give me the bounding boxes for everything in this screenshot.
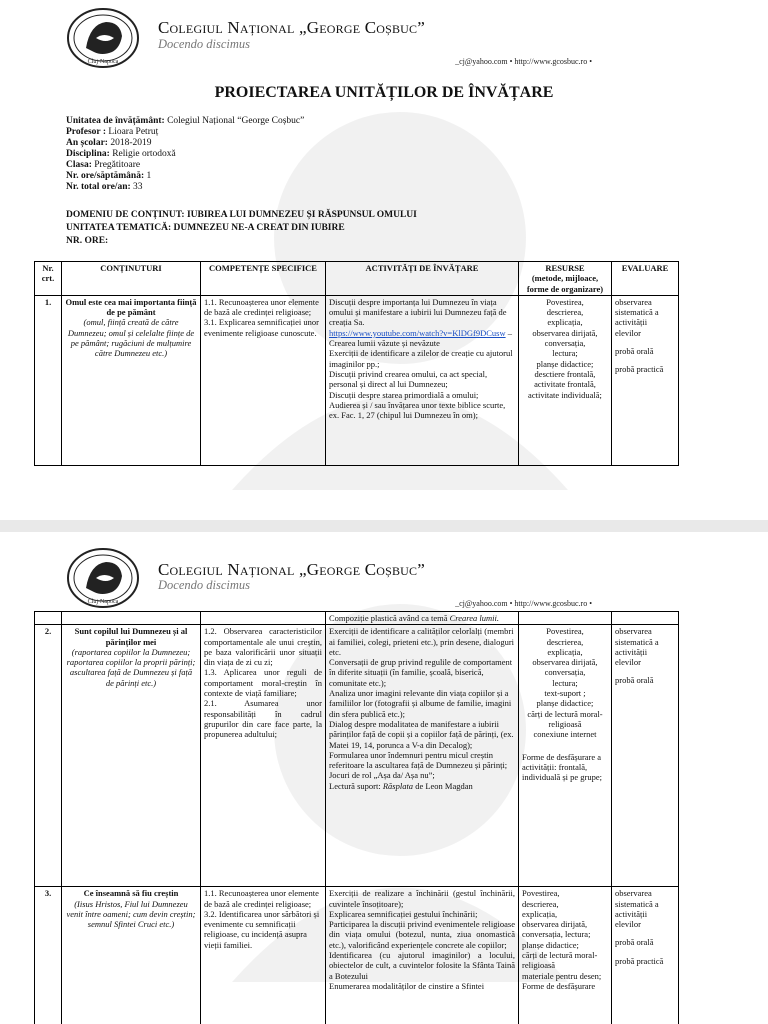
col-header-nr: Nr. crt. (35, 262, 62, 296)
hours-line: NR. ORE: (66, 236, 109, 246)
col-header-resources: RESURSE (metode, mijloace, forme de organizare) (519, 262, 612, 296)
table-row (35, 887, 679, 1024)
evaluation-cell: observarea sistematică a activității elevilor probă orală probă practică (612, 295, 679, 465)
competences-cell: 1.2. Observarea caracteristicilor comportamentale ale unui creștin, pe baza valorificării unor situații din viața de zi cu zi; 1.3. Aplicarea unor reguli de comportament moral-creștin în contexte de viață familiare; 2.1. Asumarea unor responsabilități în cadrul grupurilor din care face parte, la propunerea adultului; (201, 625, 326, 887)
col-header-activities: ACTIVITĂȚI DE ÎNVĂȚARE (326, 262, 519, 296)
col-header-evaluation: EVALUARE (612, 262, 679, 296)
svg-text:Cluj-Napoca: Cluj-Napoca (87, 599, 119, 605)
competences-cell: 1.1. Recunoașterea unor elemente de bază ale credinței religioase; 3.2. Identificarea unor sărbători și evenimente cu semnificații religioase, cu incidență asupra vieții familiei. (201, 887, 326, 1024)
resources-cell: Povestirea, descrierea, explicația, observarea dirijată, conversația, lectura; text-suport ; planșe didactice; cărți de lectură moral-religioasă conexiune internet Forme de desfășurare a activității: frontală, individuală și pe grupe; (519, 625, 612, 887)
planning-table (34, 261, 679, 466)
meta-block (66, 116, 304, 193)
table-row (35, 625, 679, 887)
row-number: 1. (35, 295, 62, 465)
row-number: 2. (35, 625, 62, 887)
meta-row: Nr. total ore/an: 33 (66, 182, 143, 192)
college-motto: Docendo discimus (158, 578, 250, 592)
contact-line: _cj@yahoo.com • http://www.gcosbuc.ro • (455, 57, 592, 66)
row-number: 3. (35, 887, 62, 1024)
page-title: PROIECTAREA UNITĂȚILOR DE ÎNVĂȚARE (214, 84, 554, 101)
college-motto: Docendo discimus (158, 37, 250, 51)
college-name: Colegiul Național „George Coșbuc” (158, 560, 425, 579)
content-cell: Sunt copilul lui Dumnezeu și al părinților mei (raportarea copiilor la Dumnezeu; raportarea copiilor la proprii părinți; ascultarea față de Dumnezeu și față de părinți etc.) (62, 625, 201, 887)
meta-row: Nr. ore/săptămână: 1 (66, 171, 152, 181)
col-header-competences: COMPETENȚE SPECIFICE (201, 262, 326, 296)
competences-cell: 1.1. Recunoașterea unor elemente de bază ale credinței religioase; 3.1. Explicarea semnificației unor evenimente religioase cunoscute. (201, 295, 326, 465)
meta-row: Profesor : Lioara Petruț (66, 127, 159, 137)
svg-text:Cluj-Napoca: Cluj-Napoca (87, 59, 119, 65)
college-seal-icon (66, 8, 140, 68)
meta-row: Clasa: Pregătitoare (66, 160, 141, 170)
activities-cell: Discuții despre importanța lui Dumnezeu în viața omului și manifestare a iubirii lui Dumnezeu față de creația Sa. https://www.youtube.com/watch?v=KlDGf9DCusw –Crearea lumii văzute și nevăzute Exerciții de identificare a zilelor de creație cu ajutorul imaginilor pp.; Discuții privind crearea omului, ca act special, personal și direct al lui Dumnezeu; Discuții despre starea primordială a omului; Audierea și / sau învățarea unor texte biblice scurte, ex. Fac. 1, 27 (chipul lui Dumnezeu în om); (326, 295, 519, 465)
table-row (35, 295, 679, 465)
evaluation-cell: observarea sistematică a activității elevilor probă orală probă practică (612, 887, 679, 1024)
domain-block (66, 209, 417, 248)
contact-line: _cj@yahoo.com • http://www.gcosbuc.ro • (455, 599, 592, 608)
resources-cell: Povestirea, descrierea, explicația, observarea dirijată, conversația, lectura; planșe didactice; cărți de lectură moral-religioasă materiale pentru desen; Forme de desfășurare (519, 887, 612, 1024)
youtube-link[interactable]: https://www.youtube.com/watch?v=KlDGf9DCusw (329, 327, 506, 338)
activities-cell: Exerciții de identificare a calităților celorlalți (membri ai familiei, colegi, prieteni etc.), prin desene, dialoguri etc. Conversații de grup privind regulile de comportament în diferite situații (în familie, școală, biserică, comunitate etc.); Analiza unor imagini relevante din viața copiilor și a familiilor lor (fotografii și albume de familie, imagini din sfera publică etc.); Dialog despre modalitatea de manifestare a iubirii părinților față de copii și a copiilor față de părinți, (ex. Matei 19, 14, porunca a V-a din Decalog); Formularea unor îndemnuri pentru micul creștin referitoare la ascultarea față de Dumnezeu și părinți; Jocuri de rol „Așa da/ Așa nu”; Lectură suport: Răsplata de Leon Magdan (326, 625, 519, 887)
college-name: Colegiul Național „George Coșbuc” (158, 18, 425, 37)
table-header-row (35, 262, 679, 296)
evaluation-cell: observarea sistematică a activității elevilor probă orală (612, 625, 679, 887)
content-cell: Omul este cea mai importanta ființă de pe pământ (omul, ființă creată de către Dumnezeu; omul și celelalte ființe de pe pământ; rugăciuni de mulțumire către Dumnezeu etc.) (62, 295, 201, 465)
meta-row: Disciplina: Religie ortodoxă (66, 149, 176, 159)
activities-cell: Compoziție plastică având ca temă Crearea lumii. (326, 612, 519, 625)
planning-table-continued (34, 611, 679, 1024)
content-cell: Ce înseamnă să fiu creștin (Iisus Hristos, Fiul lui Dumnezeu venit între oameni; cum devin creștin; semnul Sfintei Cruci etc.) (62, 887, 201, 1024)
meta-row: Unitatea de învățământ: Colegiul Național “George Coșbuc” (66, 116, 305, 126)
domain-line: DOMENIU DE CONȚINUT: IUBIREA LUI DUMNEZEU ȘI RĂSPUNSUL OMULUI (66, 210, 417, 220)
activities-cell: Exerciții de realizare a închinării (gestul închinării, cuvintele însoțitoare); Explicarea semnificației gestului închinării; Participarea la discuții privind evenimentele religioase din viața omului (botezul, nunta, ziua onomastică etc.), valorificând experiențele concrete ale copiilor; Identificarea (cu ajutorul imaginilor) a locului, obiectelor de cult, a cuvintelor folosite la Sfânta Taină a Botezului Enumerarea modalităților de cinstire a Sfintei (326, 887, 519, 1024)
thematic-unit-line: UNITATEA TEMATICĂ: DUMNEZEU NE-A CREAT DIN IUBIRE (66, 223, 345, 233)
resources-cell: Povestirea, descrierea, explicația, observarea dirijată, conversația, lectura; planșe didactice; desctiere frontală, activitate frontală, activitate individuală; (519, 295, 612, 465)
college-seal-icon (66, 548, 140, 608)
table-row-continued (35, 612, 679, 625)
col-header-content: CONȚINUTURI (62, 262, 201, 296)
document-page-2 (0, 532, 768, 1024)
meta-row: An școlar: 2018-2019 (66, 138, 152, 148)
